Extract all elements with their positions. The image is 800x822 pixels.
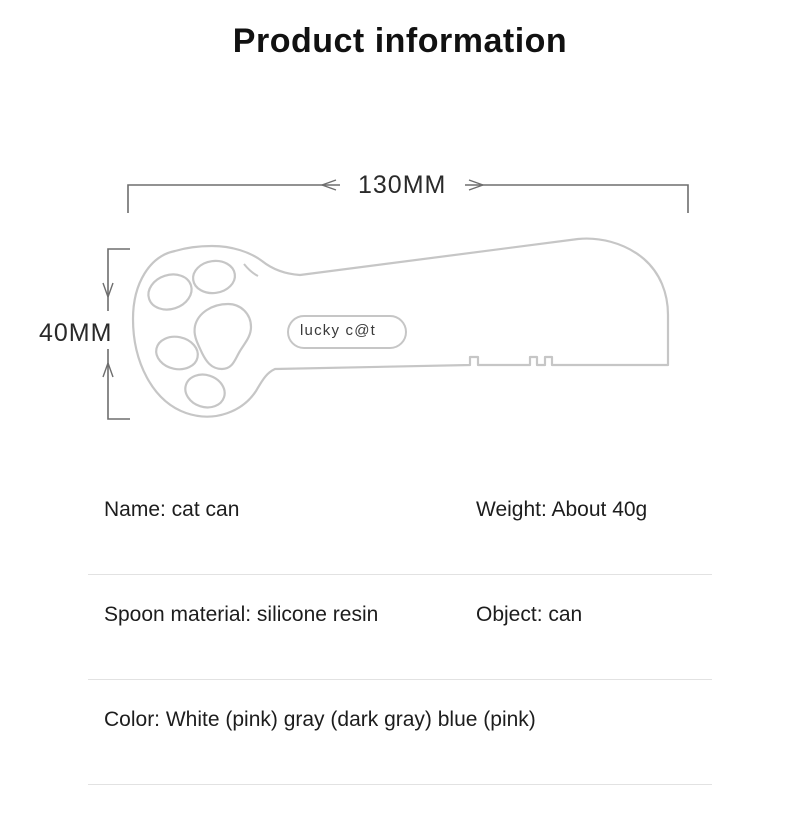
spec-weight: Weight: About 40g (476, 498, 648, 521)
table-row (88, 680, 712, 785)
spec-object: Object: can (476, 603, 583, 626)
brand-label: lucky c@t (300, 322, 377, 339)
product-diagram-svg (0, 61, 800, 461)
table-row (88, 470, 712, 575)
page-title: Product information (232, 22, 568, 60)
table-row (88, 575, 712, 680)
product-diagram (0, 61, 800, 461)
spec-table (88, 470, 712, 785)
spec-spoon-material: Spoon material: silicone resin (104, 603, 379, 626)
height-dimension-label: 40MM (33, 319, 118, 348)
spec-color: Color: White (pink) gray (dark gray) blue (pink) (104, 708, 536, 731)
product-outline (133, 239, 668, 417)
spec-name: Name: cat can (104, 498, 240, 521)
width-dimension-label: 130MM (352, 171, 452, 200)
